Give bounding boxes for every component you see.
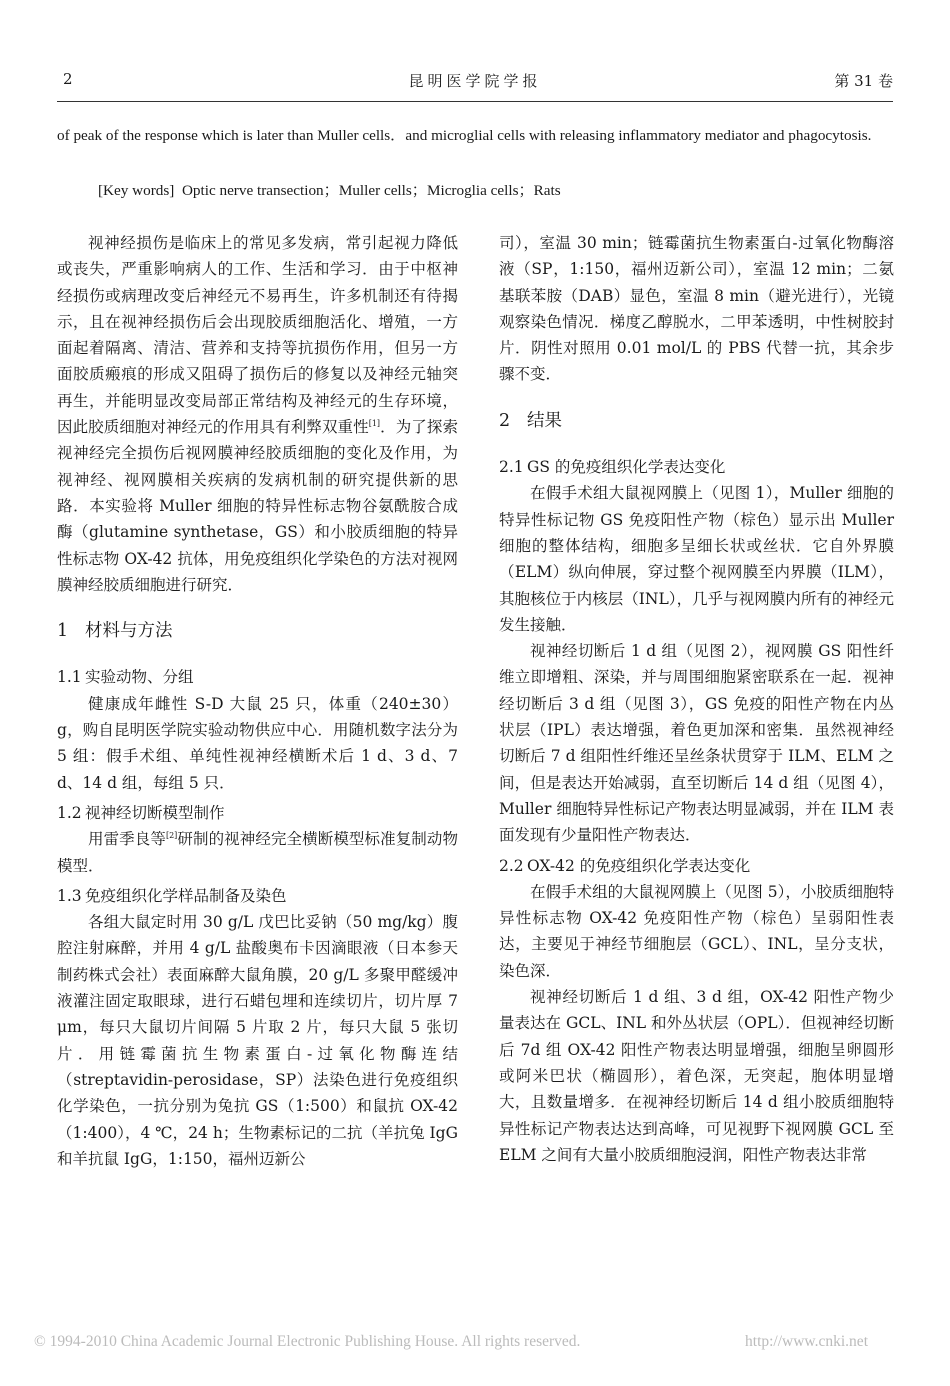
section-2-heading: 2 结果 [499, 410, 562, 431]
section-1-heading: 1 材料与方法 [57, 621, 173, 642]
keywords-text: Optic nerve transection；Muller cells；Microglia cells；Rats [181, 182, 561, 199]
right-column [499, 230, 894, 1168]
journal-title: 昆明医学院学报 [408, 72, 542, 90]
citation-2: [2] [165, 831, 178, 841]
abstract-text: of peak of the response which is later than Muller cells．and microglial cells with releasing inflammatory mediator and phagocytosis. [57, 127, 872, 144]
header-rule [57, 101, 893, 102]
section-1-3-body: 各组大鼠定时用 30 g/L 戊巴比妥钠（50 mg/kg）腹腔注射麻醉，并用 4 g/L 盐酸奥布卡因滴眼液（日本参天制药株式会社）表面麻醉大鼠角膜，20 g/L 多聚甲醛缓冲液灌注固定取眼球，进行石蜡包埋和连续切片，切片厚 7 μm，每只大鼠切片间隔 5 片取 2 片，每只大鼠 5 张切片．用链霉菌抗生物素蛋白-过氧化物酶连结（streptavidin-perosidase，SP）法染色进行免疫组织化学染色，一抗分别为兔抗 GS（1:500）和鼠抗 OX-42（1:400），4 ℃，24 h；生物素标记的二抗（羊抗兔 IgG 和羊抗鼠 IgG，1:150，福州迈新公 [57, 913, 458, 1168]
volume-label: 第 31 卷 [834, 72, 893, 90]
citation-1: [1] [368, 418, 381, 428]
running-header [57, 70, 893, 92]
keywords-line [98, 179, 561, 200]
keywords-label: [Key words] [98, 182, 175, 199]
copyright-text: © 1994-2010 China Academic Journal Electronic Publishing House. All rights reserved. [34, 1333, 581, 1350]
section-1-2-heading: 1.2 视神经切断模型制作 [57, 803, 225, 822]
section-2-1-paragraph-1: 在假手术组大鼠视网膜上（见图 1），Muller 细胞的特异性标记物 GS 免疫阳性产物（棕色）显示出 Muller 细胞的整体结构，细胞多呈细长状或丝状．它自外界膜（ELM）纵向伸展，穿过整个视网膜至内界膜（ILM），其胞核位于内核层（INL），几乎与视网膜内所有的神经元发生接触． [499, 484, 894, 634]
section-2-2-heading: 2.2 OX-42 的免疫组织化学表达变化 [499, 856, 751, 875]
left-column [57, 230, 458, 1172]
footer-link[interactable]: http://www.cnki.net [745, 1333, 868, 1350]
intro-paragraph: 视神经损伤是临床上的常见多发病，常引起视力降低或丧失，严重影响病人的工作、生活和学习．由于中枢神经损伤或病理改变后神经元不易再生，许多机制还有待揭示，且在视神经损伤后会出现胶质细胞活化、增殖，一方面起着隔离、清洁、营养和支持等抗损伤作用，但另一方面胶质瘢痕的形成又阻碍了损伤后的修复以及神经元轴突再生，并能明显改变局部正常结构及神经元的生存环境，因此胶质细胞对神经元的作用具有利弊双重性[1]．为了探索视神经完全损伤后视网膜神经胶质细胞的变化及作用，为视神经、视网膜相关疾病的发病机制的研究提供新的思路．本实验将 Muller 细胞的特异性标志物谷氨酰胺合成酶（glutamine synthetase，GS）和小胶质细胞的特异性标志物 OX-42 抗体，用免疫组织化学染色的方法对视网膜神经胶质细胞进行研究． [57, 234, 458, 594]
section-2-2-paragraph-1: 在假手术组的大鼠视网膜上（见图 5），小胶质细胞特异性标志物 OX-42 免疫阳性产物（棕色）呈弱阳性表达，主要见于神经节细胞层（GCL）、INL，呈分支状，染色深． [499, 882, 894, 980]
copyright-footer [34, 1333, 916, 1351]
section-1-1-heading: 1.1 实验动物、分组 [57, 668, 194, 687]
section-2-1-paragraph-2: 视神经切断后 1 d 组（见图 2），视网膜 GS 阳性纤维立即增粗、深染，并与周围细胞紧密联系在一起．视神经切断后 3 d 组（见图 3），GS 免疫的阳性产物在内丛状层（IPL）表达增强，着色更加深和密集．虽然视神经切断后 7 d 组阳性纤维还呈丝条状贯穿于 ILM、ELM 之间，但是表达开始减弱，直至切断后 14 d 组（见图 4），Muller 细胞特异性标记产物表达明显减弱，并在 ILM 表面发现有少量阳性产物表达． [499, 642, 894, 845]
section-1-2-body: 用雷季良等[2]研制的视神经完全横断模型标准复制动物模型． [57, 830, 458, 875]
section-1-3-continued: 司），室温 30 min；链霉菌抗生物素蛋白-过氧化物酶溶液（SP，1:150，福州迈新公司），室温 12 min；二氨基联苯胺（DAB）显色，室温 8 min（避光进行），光镜观察染色情况．梯度乙醇脱水，二甲苯透明，中性树胶封片．阴性对照用 0.01 mol/L 的 PBS 代替一抗，其余步骤不变． [499, 234, 894, 384]
page-number: 2 [63, 70, 73, 88]
section-2-1-heading: 2.1 GS 的免疫组织化学表达变化 [499, 458, 726, 477]
section-1-3-heading: 1.3 免疫组织化学样品制备及染色 [57, 886, 287, 905]
abstract-tail [57, 122, 897, 149]
section-1-1-body: 健康成年雌性 S-D 大鼠 25 只，体重（240±30）g，购自昆明医学院实验动物供应中心．用随机数字法分为 5 组：假手术组、单纯性视神经横断术后 1 d、3 d、7 d、14 d 组，每组 5 只． [57, 694, 458, 792]
section-2-2-paragraph-2: 视神经切断后 1 d 组、3 d 组，OX-42 阳性产物少量表达在 GCL、INL 和外丛状层（OPL）．但视神经切断后 7d 组 OX-42 阳性产物表达明显增强，细胞呈卵圆形或阿米巴状（椭圆形），着色深，无突起，胞体明显增大，且数量增多．在视神经切断后 14 d 组小胶质细胞特异性标记产物表达达到高峰，可见视野下视网膜 GCL 至 ELM 之间有大量小胶质细胞浸润，阳性产物表达非常 [499, 988, 894, 1164]
